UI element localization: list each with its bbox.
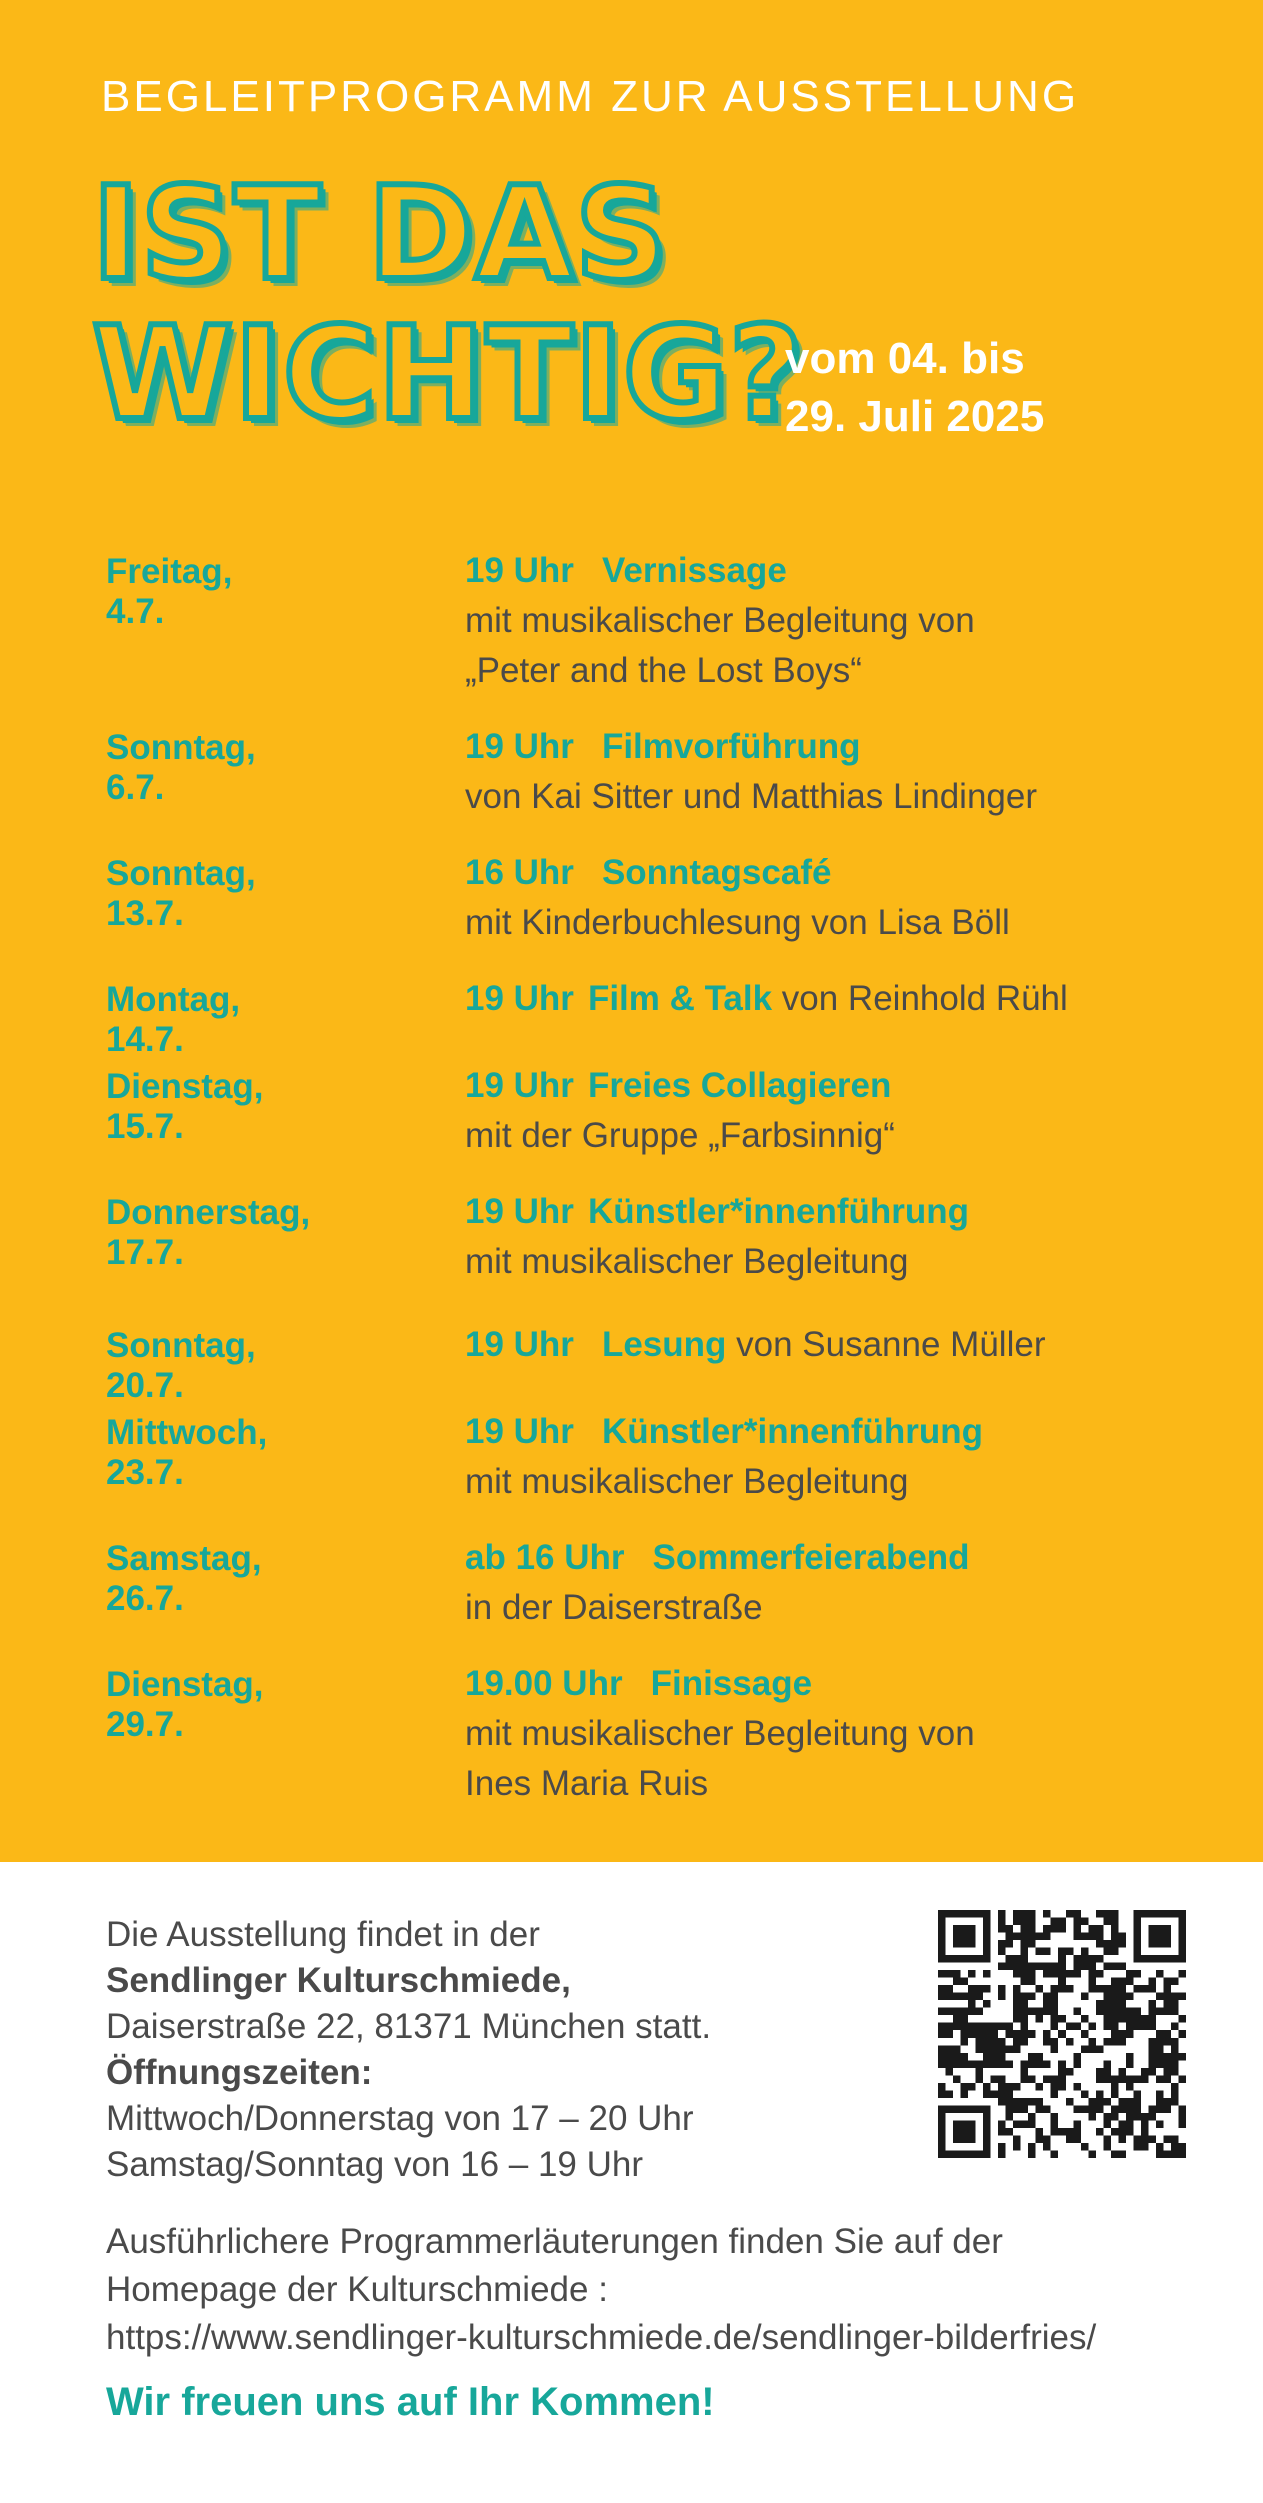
event-title: Künstler*innenführung bbox=[587, 1192, 970, 1231]
event-time: 19.00 Uhr bbox=[465, 1664, 623, 1703]
opening-hours-weekday: Mittwoch/Donnerstag von 17 – 20 Uhr bbox=[106, 2099, 694, 2138]
more-info-line-1: Ausführlichere Programmerläuterungen finden Sie auf der bbox=[106, 2222, 1003, 2261]
event-time: 19 Uhr bbox=[465, 1325, 574, 1364]
closing-message: Wir freuen uns auf Ihr Kommen! bbox=[106, 2380, 715, 2424]
event-title: Film & Talk bbox=[587, 979, 773, 1018]
more-info-line-2: Homepage der Kulturschmiede : bbox=[106, 2270, 608, 2309]
event-day: Dienstag, 29.7. bbox=[106, 1665, 264, 1744]
event-time: 19 Uhr bbox=[465, 1412, 574, 1451]
exhibition-title bbox=[92, 160, 805, 449]
event-time: 19 Uhr bbox=[465, 551, 574, 590]
event-day: Montag, 14.7. bbox=[106, 980, 241, 1059]
event-details bbox=[465, 1659, 975, 1809]
event-title: Sommerfeierabend bbox=[652, 1538, 970, 1577]
dates-line-1: vom 04. bis bbox=[785, 334, 1025, 383]
event-details bbox=[465, 848, 1010, 948]
event-details bbox=[465, 1533, 970, 1633]
kicker-heading: BEGLEITPROGRAMM ZUR AUSSTELLUNG bbox=[101, 72, 1080, 121]
event-time: 19 Uhr bbox=[465, 1192, 574, 1231]
event-time: 19 Uhr bbox=[465, 1066, 574, 1105]
event-title: Finissage bbox=[650, 1664, 813, 1703]
event-title: Sonntagscafé bbox=[601, 853, 832, 892]
event-line: Ines Maria Ruis bbox=[465, 1764, 709, 1803]
event-line: mit musikalischer Begleitung von bbox=[465, 601, 975, 640]
event-line: in der Daiserstraße bbox=[465, 1588, 763, 1627]
venue-name: Sendlinger Kulturschmiede, bbox=[106, 1961, 571, 2000]
event-time: 16 Uhr bbox=[465, 853, 574, 892]
event-after: von Reinhold Rühl bbox=[781, 979, 1068, 1018]
event-details bbox=[465, 1187, 969, 1287]
event-line: mit der Gruppe „Farbsinnig“ bbox=[465, 1116, 895, 1155]
event-details bbox=[465, 1320, 1045, 1370]
event-day: Donnerstag, 17.7. bbox=[106, 1193, 311, 1272]
event-details bbox=[465, 546, 975, 696]
title-line-2: WICHTIG? bbox=[92, 300, 805, 449]
event-title: Freies Collagieren bbox=[587, 1066, 892, 1105]
venue-address: Daiserstraße 22, 81371 München statt. bbox=[106, 2007, 712, 2046]
event-day: Sonntag, 20.7. bbox=[106, 1326, 256, 1405]
venue-info bbox=[106, 1912, 711, 2188]
event-time: 19 Uhr bbox=[465, 979, 574, 1018]
qr-code[interactable] bbox=[938, 1910, 1186, 2158]
event-title: Vernissage bbox=[601, 551, 787, 590]
event-line: mit musikalischer Begleitung bbox=[465, 1242, 909, 1281]
event-day: Freitag, 4.7. bbox=[106, 552, 233, 631]
event-line: „Peter and the Lost Boys“ bbox=[465, 651, 862, 690]
event-day: Samstag, 26.7. bbox=[106, 1539, 262, 1618]
event-day: Mittwoch, 23.7. bbox=[106, 1413, 268, 1492]
event-details bbox=[465, 1407, 983, 1507]
opening-hours-label: Öffnungszeiten: bbox=[106, 2053, 373, 2092]
event-time: 19 Uhr bbox=[465, 727, 574, 766]
title-line-1: IST DAS bbox=[92, 160, 669, 309]
event-time: ab 16 Uhr bbox=[465, 1538, 625, 1577]
event-line: mit Kinderbuchlesung von Lisa Böll bbox=[465, 903, 1010, 942]
event-details bbox=[465, 974, 1068, 1024]
event-day: Dienstag, 15.7. bbox=[106, 1067, 264, 1146]
event-day: Sonntag, 6.7. bbox=[106, 728, 256, 807]
homepage-link[interactable]: https://www.sendlinger-kulturschmiede.de/sendlinger-bilderfries/ bbox=[106, 2318, 1097, 2357]
event-line: mit musikalischer Begleitung von bbox=[465, 1714, 975, 1753]
event-line: von Kai Sitter und Matthias Lindinger bbox=[465, 777, 1037, 816]
event-line: mit musikalischer Begleitung bbox=[465, 1462, 909, 1501]
opening-hours-weekend: Samstag/Sonntag von 16 – 19 Uhr bbox=[106, 2145, 644, 2184]
event-after: von Susanne Müller bbox=[736, 1325, 1046, 1364]
more-info bbox=[106, 2218, 1096, 2362]
dates-line-2: 29. Juli 2025 bbox=[785, 392, 1045, 441]
exhibition-dates bbox=[785, 330, 1044, 446]
event-details bbox=[465, 1061, 895, 1161]
event-day: Sonntag, 13.7. bbox=[106, 854, 256, 933]
event-title: Filmvorführung bbox=[601, 727, 861, 766]
event-title: Lesung bbox=[601, 1325, 727, 1364]
venue-intro: Die Ausstellung findet in der bbox=[106, 1915, 540, 1954]
event-details bbox=[465, 722, 1037, 822]
event-title: Künstler*innenführung bbox=[601, 1412, 984, 1451]
